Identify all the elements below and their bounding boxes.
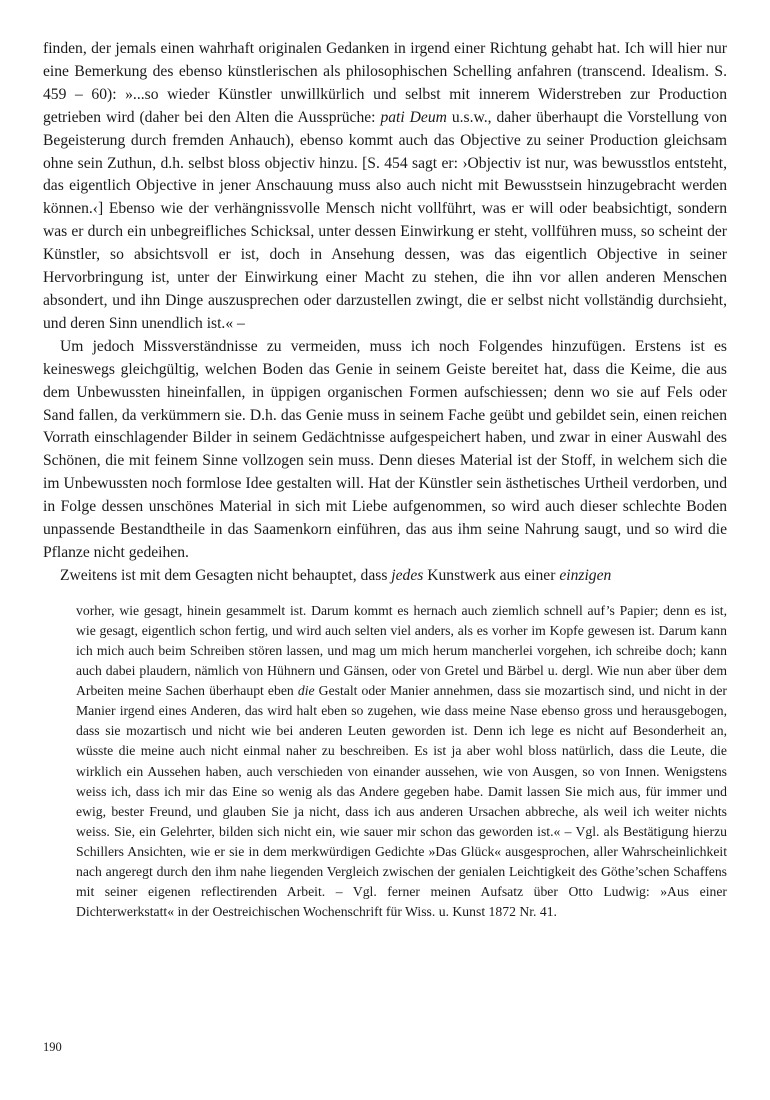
text-run: finden, der jemals einen wahrhaft originalen Gedanken in irgend einer Richtung gehabt hat. Ich will hier nur eine Bemerkung des ebenso künstlerischen als philosophischen Schelling anfahren (transcend. Idealism. S. 459 – 60): »...so wieder Künstler unwillkürlich und selbst mit innerem Widerstreben zur Production getrieben wird (daher bei den Alten die Aussprüche: — [43, 40, 727, 126]
italic-text: pati Deum — [380, 108, 447, 126]
text-run: Kunstwerk aus einer — [423, 566, 560, 584]
paragraph-2 — [43, 336, 727, 565]
main-text — [43, 38, 727, 588]
text-run: u.s.w., daher überhaupt die Vorstellung von Begeisterung durch fremden Anhauch), ebenso kommt auch das Objective zu seiner Production gleichsam ohne sein Zuthun, d.h. selbst bloss objectiv hinzu. [S. 454 sagt er: ›Objectiv ist nur, was bewusstlos entsteht, das eigentlich Objective in jener Anschauung muss also auch nicht mit Bewusstsein hinzugebracht werden können.‹] Ebenso wie der verhängnissvolle Mensch nicht vollführt, was er will oder beabsichtigt, sondern was er durch ein unbegreifliches Schicksal, unter dessen Einwirkung er steht, vollführen muss, so scheint der Künstler, so absichtsvoll er ist, doch in Ansehung dessen, was das eigentlich Objective in seiner Hervorbringung ist, unter der Einwirkung einer Macht zu stehen, die ihn vor allen anderen Menschen absondert, und ihn Dinge auszusprechen oder darzustellen zwingt, die er selbst nicht vollständig durchsieht, und deren Sinn unendlich ist.« – — [43, 108, 727, 332]
text-run: vorher, wie gesagt, hinein gesammelt ist. Darum kommt es hernach auch ziemlich schnell auf’s Papier; denn es ist, wie gesagt, eigentlich schon fertig, und wird auch selten viel anders, als es vorher im Kopfe gewesen ist. Darum kann ich mich auch beim Schreiben stören lassen, und mag um mich herum mancherlei vorgehen, ich schreibe doch; kann auch dabei plaudern, nämlich von Hühnern und Gänsen, oder von Gretel und Bärbel u. dergl. Wie nun aber über dem Arbeiten meine Sachen überhaupt eben — [76, 602, 727, 699]
page — [43, 38, 727, 922]
footnote-text — [76, 601, 727, 923]
paragraph-3 — [43, 565, 727, 588]
text-run: Um jedoch Missverständnisse zu vermeiden, muss ich noch Folgendes hinzufügen. Erstens ist es keineswegs gleichgültig, welchen Boden das Genie in seinem Geiste bereitet hat, dass die Keime, die aus dem Unbewussten hineinfallen, in üppigen organischen Formen aufschiessen; denn wo sie auf Fels oder Sand fallen, da verkümmern sie. D.h. das Genie muss in seinem Fache geübt und gebildet sein, einen reichen Vorrath einschlagender Bilder in seinem Gedächtnisse aufgespeichert haben, und zwar in einer Auswahl des Schönen, die mit feinem Sinne vollzogen sein muss. Denn dieses Material ist der Stoff, in welchem sich die im Unbewussten noch formlose Idee gestalten will. Hat der Künstler sein ästhetisches Urtheil verdorben, und in Folge dessen unschönes Material in sich mit Liebe aufgenommen, so wird auch dieser schlechte Boden unpassende Bestandtheile in das Saamenkorn einführen, das aus ihm seine Nahrung saugt, und so wird die Pflanze nicht gedeihen. — [43, 337, 727, 561]
italic-text: einzigen — [559, 566, 612, 584]
text-run: Zweitens ist mit dem Gesagten nicht behauptet, dass — [60, 566, 392, 584]
text-run: Gestalt oder Manier annehmen, dass sie mozartisch sind, und nicht in der Manier irgend eines Anderen, das wird halt eben so zugehen, wie dass meine Nase ebenso gross und herausgebogen, dass sie mozartisch und nicht wie bei anderen Leuten geworden ist. Denn ich lege es nicht auf Besonderheit an, wüsste die meine auch nicht einmal naher zu beschreiben. Es ist ja aber wohl bloss natürlich, dass die Leute, die wirklich ein Aussehen haben, auch verschieden von einander aussehen, wie von Ausgen, so von Innen. Wenigstens weiss ich, dass ich mir das Eine so wenig als das Andere gegeben habe. Damit lassen Sie mich aus, für immer und ewig, bester Freund, und glauben Sie ja nicht, dass ich aus anderen Ursachen abbreche, als weil ich weiter nichts weiss. Sie, ein Gelehrter, bilden sich nicht ein, wie sauer mir schon das geworden ist.« – Vgl. als Bestätigung hierzu Schillers Ansichten, wie er sie in dem merkwürdigen Gedichte »Das Glück« ausgesprochen, aller Wahrscheinlichkeit nach angeregt durch den ihm nahe liegenden Vergleich zwischen der genialen Leichtigkeit des Göthe’schen Schaffens mit seiner eigenen reflectirenden Arbeit. – Vgl. ferner meinen Aufsatz über Otto Ludwig: »Aus einer Dichterwerkstatt« in der Oestreichischen Wochenschrift für Wiss. u. Kunst 1872 Nr. 41. — [76, 683, 727, 920]
footnote — [76, 601, 727, 923]
page-number: 190 — [43, 1040, 62, 1054]
italic-text: die — [297, 683, 315, 699]
paragraph-1 — [43, 38, 727, 336]
italic-text: jedes — [391, 566, 424, 584]
